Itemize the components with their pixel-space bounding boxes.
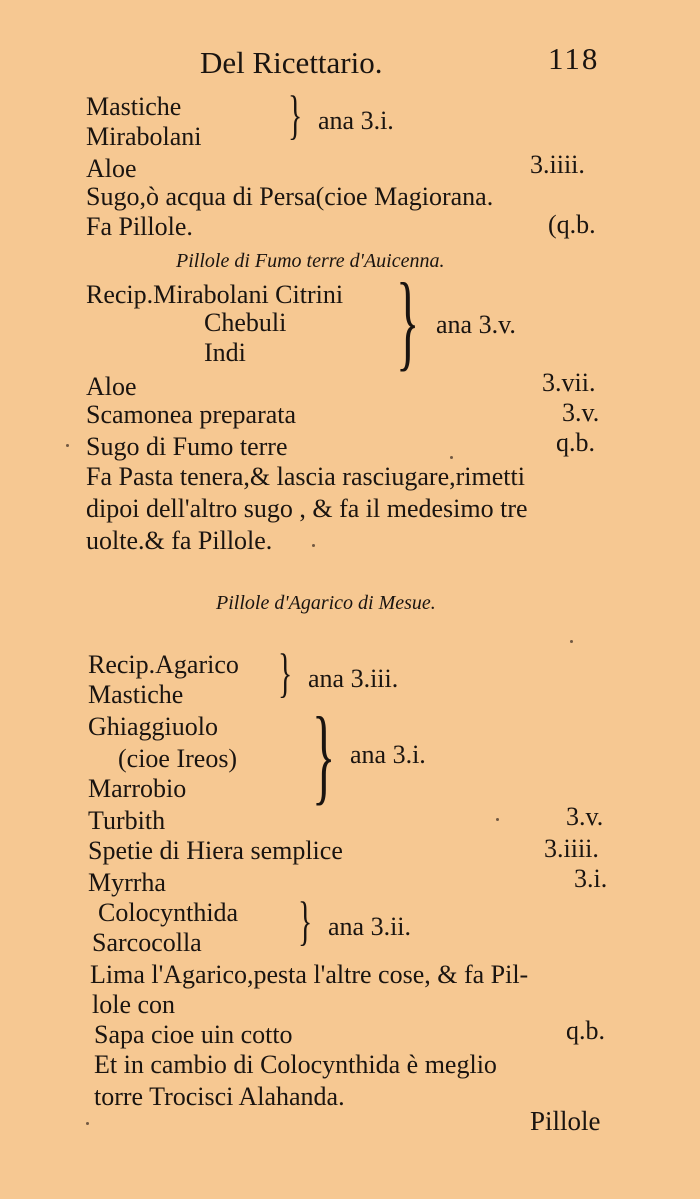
dose-qb-1: (q.b. <box>548 210 596 239</box>
dose-ana-4: ana 3.i. <box>350 740 426 769</box>
page-number: 118 <box>548 41 600 76</box>
ingredient-spetie-hiera: Spetie di Hiera semplice <box>88 836 343 865</box>
text-line-et-in-cambio: Et in cambio di Colocynthida è meglio <box>94 1050 497 1079</box>
ingredient-ghiaggiuolo: Ghiaggiuolo <box>88 712 218 741</box>
running-head-title: Del Ricettario. <box>200 45 383 80</box>
ingredient-sugo-fumo: Sugo di Fumo terre <box>86 432 288 461</box>
dose-myrrha: 3.i. <box>574 864 608 893</box>
dose-turbith: 3.v. <box>566 802 604 831</box>
dose-qb-2: q.b. <box>556 428 595 457</box>
text-line-lole-con: lole con <box>92 990 176 1019</box>
text-line-fa-pasta: Fa Pasta tenera,& lascia rasciugare,rimetti <box>86 462 525 491</box>
text-line-dipoi: dipoi dell'altro sugo , & fa il medesimo tre <box>86 494 528 523</box>
ingredient-myrrha: Myrrha <box>88 868 166 897</box>
ingredient-mirabolani: Mirabolani <box>86 122 202 151</box>
text-line-recip-agarico: Recip.Agarico <box>88 650 239 679</box>
text-line-torre: torre Trocisci Alahanda. <box>94 1082 345 1111</box>
ink-speck <box>312 544 315 547</box>
brace-4: } <box>312 696 336 815</box>
dose-aloe-2: 3.vii. <box>542 368 596 397</box>
ingredient-marrobio: Marrobio <box>88 774 187 803</box>
section-heading-fumo-terre: Pillole di Fumo terre d'Auicenna. <box>176 250 445 272</box>
dose-qb-3: q.b. <box>566 1016 605 1045</box>
dose-ana-5: ana 3.ii. <box>328 912 412 941</box>
ingredient-indi: Indi <box>204 338 246 367</box>
ingredient-mastiche: Mastiche <box>86 92 182 121</box>
ingredient-sarcocolla: Sarcocolla <box>92 928 202 957</box>
text-line-fa-pillole: Fa Pillole. <box>86 212 193 241</box>
ink-speck <box>66 444 69 447</box>
brace-1: } <box>288 85 303 145</box>
ingredient-scamonea: Scamonea preparata <box>86 400 297 429</box>
ingredient-sapa: Sapa cioe uin cotto <box>94 1020 293 1049</box>
dose-spetie: 3.iiii. <box>544 834 599 863</box>
dose-ana-2: ana 3.v. <box>436 310 516 339</box>
ink-speck <box>86 1122 89 1125</box>
brace-2: } <box>396 262 420 381</box>
brace-3: } <box>278 643 293 703</box>
catchword: Pillole <box>530 1106 601 1136</box>
ink-speck <box>496 818 499 821</box>
dose-scamonea: 3.v. <box>562 398 600 427</box>
ingredient-turbith: Turbith <box>88 806 166 835</box>
text-line-uolte: uolte.& fa Pillole. <box>86 526 273 555</box>
section-heading-agarico: Pillole d'Agarico di Mesue. <box>216 592 436 614</box>
ingredient-ireos-note: (cioe Ireos) <box>118 744 238 773</box>
dose-ana-3: ana 3.iii. <box>308 664 399 693</box>
ingredient-aloe-1: Aloe <box>86 154 137 183</box>
dose-aloe-1: 3.iiii. <box>530 150 585 179</box>
text-line-sugo-1: Sugo,ò acqua di Persa(cioe Magiorana. <box>86 182 494 211</box>
text-line-recip-mirabolani: Recip.Mirabolani Citrini <box>86 280 344 309</box>
ingredient-mastiche-2: Mastiche <box>88 680 184 709</box>
text-line-lima: Lima l'Agarico,pesta l'altre cose, & fa Pil- <box>90 960 529 989</box>
ingredient-aloe-2: Aloe <box>86 372 137 401</box>
dose-ana-1: ana 3.i. <box>318 106 394 135</box>
ingredient-chebuli: Chebuli <box>204 308 287 337</box>
ink-speck <box>570 640 573 643</box>
brace-5: } <box>298 891 313 951</box>
ink-speck <box>450 456 453 459</box>
ingredient-colocynthida: Colocynthida <box>98 898 239 927</box>
